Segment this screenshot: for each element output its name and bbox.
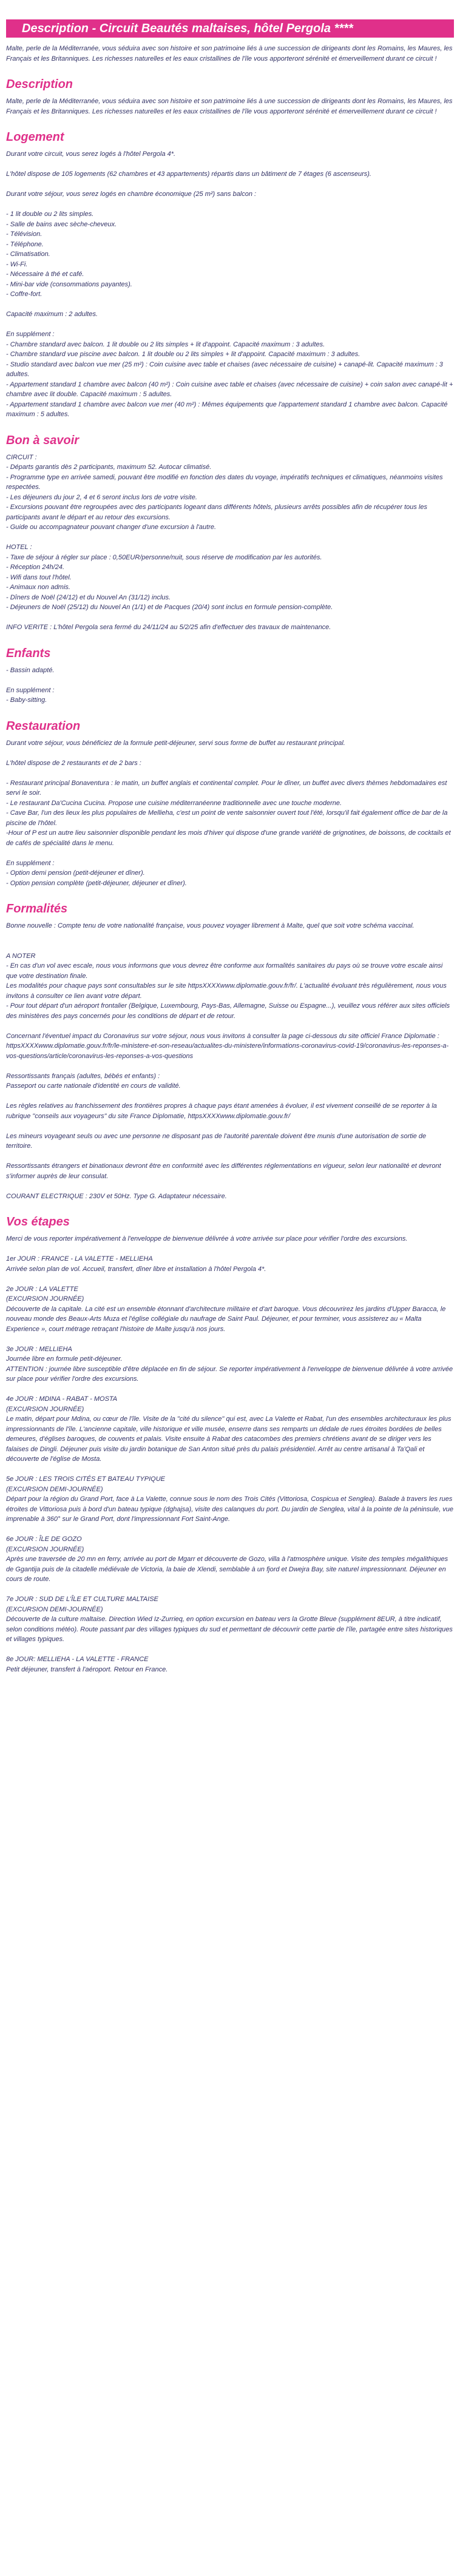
paragraph: - Chambre standard vue piscine avec balcon. 1 lit double ou 2 lits simples + lit d'appoint. Capacité maximum : 3 adultes. — [6, 351, 360, 358]
section-body — [6, 921, 454, 1201]
paragraph: - 1 lit double ou 2 lits simples. — [6, 211, 94, 218]
paragraph — [6, 1645, 454, 1655]
paragraph — [6, 160, 454, 170]
paragraph: - Option demi pension (petit-déjeuner et dîner). — [6, 869, 145, 877]
paragraph: - Guide ou accompagnateur pouvant changer d'une excursion à l'autre. — [6, 524, 217, 531]
paragraph: - Réception 24h/24. — [6, 564, 65, 571]
paragraph: - Coffre-fort. — [6, 291, 42, 298]
paragraph: Journée libre en formule petit-déjeuner. — [6, 1355, 123, 1363]
paragraph: Concernant l'éventuel impact du Coronavirus sur votre séjour, nous vous invitons à consulter la page ci-dessous du site officiel France Diplomatie : — [6, 1032, 439, 1040]
paragraph — [6, 1585, 454, 1595]
page-title-banner — [6, 19, 454, 38]
paragraph — [6, 941, 454, 951]
paragraph: - Climatisation. — [6, 251, 50, 258]
paragraph: Après une traversée de 20 mn en ferry, arrivée au port de Mgarr et découverte de Gozo, villa à l'atmosphère unique. Visite des temples mégalithiques de Ggantija puis de la citadelle médiévale de Victoria, la baie de Xlendi, semblable à un fjord et Dwejra Bay, site naturel impressionnant. Déjeuner en cours de route. — [6, 1556, 448, 1583]
paragraph: -Hour of P est un autre lieu saisonnier disponible pendant les mois d'hiver qui dispose d'une grande variété de grignotines, de boissons, de cocktails et de cafés de spécialité dans le menu. — [6, 829, 451, 847]
paragraph: - Départs garantis dès 2 participants, maximum 52. Autocar climatisé. — [6, 464, 212, 471]
paragraph: Ressortissants français (adultes, bébés et enfants) : — [6, 1072, 160, 1080]
section — [6, 130, 454, 420]
paragraph: - Téléphone. — [6, 240, 44, 248]
paragraph: - Mini-bar vide (consommations payantes). — [6, 280, 132, 288]
section — [6, 433, 454, 633]
paragraph: - Programme type en arrivée samedi, pouvant être modifié en fonction des dates du voyage, impératifs techniques et climatiques, néanmoins visites respectées. — [6, 473, 443, 491]
paragraph — [6, 200, 454, 210]
section-body — [6, 149, 454, 420]
paragraph: Passeport ou carte nationale d'identité en cours de validité. — [6, 1082, 181, 1090]
paragraph — [6, 533, 454, 543]
section-title: Formalités — [6, 902, 68, 915]
paragraph: Malte, perle de la Méditerranée, vous séduira avec son histoire et son patrimoine liés à une succession de dirigeants dont les Romains, les Maures, les Français et les Britanniques. Les richesses naturelles et les eaux cristallines de l'île vous apporteront sérénité et émerveillement durant ce circuit ! — [6, 98, 453, 115]
paragraph: httpsXXXXwww.diplomatie.gouv.fr/fr/le-ministere-et-son-reseau/actualites-du-ministere/informations-coronavirus-covid-19/coronavirus-les-reponses-a-vos-questions/article/coronavirus-les-reponses-a-vos-questions — [6, 1042, 449, 1060]
paragraph: - Option pension complète (petit-déjeuner, déjeuner et dîner). — [6, 879, 187, 887]
paragraph: Capacité maximum : 2 adultes. — [6, 311, 98, 318]
paragraph: COURANT ELECTRIQUE : 230V et 50Hz. Type G. Adaptateur nécessaire. — [6, 1192, 227, 1200]
paragraph: Découverte de la culture maltaise. Direction Wied Iz-Zurrieq, en option excursion en bateau vers la Grotte Bleue (supplément 8EUR, à titre indicatif, selon conditions météo). Route passant par des villages typiques du sud et permettant de découvrir cette partie de l'île, partagée entre sites historiques et villages typiques. — [6, 1616, 453, 1643]
section-title: Enfants — [6, 646, 51, 660]
paragraph: - Appartement standard 1 chambre avec balcon vue mer (40 m²) : Mêmes équipements que l'appartement standard 1 chambre avec balcon. Capacité maximum : 5 adultes. — [6, 400, 448, 418]
paragraph: - Chambre standard avec balcon. 1 lit double ou 2 lits simples + lit d'appoint. Capacité maximum : 3 adultes. — [6, 340, 325, 348]
paragraph — [6, 748, 454, 758]
paragraph — [6, 1244, 454, 1255]
section-body — [6, 1234, 454, 1674]
paragraph: 7e JOUR : SUD DE L'ÎLE ET CULTURE MALTAISE — [6, 1596, 158, 1603]
paragraph: Petit déjeuner, transfert à l'aéroport. Retour en France. — [6, 1665, 168, 1673]
paragraph: L'hôtel dispose de 2 restaurants et de 2 bars : — [6, 759, 141, 767]
section — [6, 719, 454, 889]
paragraph — [6, 1384, 454, 1395]
section-title: Description — [6, 78, 73, 91]
paragraph: - En cas d'un vol avec escale, nous vous informons que vous devrez être conforme aux formalités sanitaires du pays où se trouve votre escale ainsi que votre destination finale. — [6, 962, 443, 980]
paragraph — [6, 320, 454, 330]
paragraph — [6, 768, 454, 778]
paragraph: - Appartement standard 1 chambre avec balcon (40 m²) : Coin cuisine avec table et chaises (avec nécessaire de cuisine) + coin salon avec canapé-lit + chambre avec lit double. Capacité maximum : 5 adultes. — [6, 380, 453, 398]
paragraph: Durant votre circuit, vous serez logés à l'hôtel Pergola 4*. — [6, 150, 176, 158]
paragraph: - Excursions pouvant être regroupées avec des participants logeant dans différents hôtels, plusieurs arrêts possibles afin de récupérer tous les participants avant le départ et au retour des excursions. — [6, 504, 427, 521]
paragraph: - Dîners de Noël (24/12) et du Nouvel An (31/12) inclus. — [6, 593, 171, 601]
paragraph: CIRCUIT : — [6, 453, 37, 461]
intro-text: Malte, perle de la Méditerranée, vous séduira avec son histoire et son patrimoine liés à une succession de dirigeants dont les Romains, les Maures, les Français et les Britanniques. Les richesses naturelles et les eaux cristallines de l'île vous apporteront sérénité et émerveillement durant ce circuit ! — [6, 45, 453, 62]
paragraph — [6, 1021, 454, 1031]
paragraph: (EXCURSION JOURNÉE) — [6, 1405, 84, 1413]
paragraph: Les modalités pour chaque pays sont consultables sur le site httpsXXXXwww.diplomatie.gouv.fr/fr/. L'actualité évoluant très régulièrement, nous vous invitons à consulter ce lien avant votre départ. — [6, 982, 447, 1000]
paragraph: En supplément : — [6, 859, 55, 867]
paragraph: 3e JOUR : MELLIEHA — [6, 1345, 72, 1353]
paragraph: 5e JOUR : LES TROIS CITÉS ET BATEAU TYPIQUE — [6, 1475, 166, 1483]
paragraph — [6, 1274, 454, 1284]
paragraph: Merci de vous reporter impérativement à l'enveloppe de bienvenue délivrée à votre arrivée sur place pour vérifier l'ordre des excursions. — [6, 1235, 408, 1242]
paragraph: - Nécessaire à thé et café. — [6, 271, 84, 278]
paragraph: Les règles relatives au franchissement des frontières propres à chaque pays étant amenées à évoluer, il est vivement conseillé de se reporter à la rubrique "conseils aux voyageurs" du site France Diplomatie, httpsXXXXwww.diplomatie.gouv.fr/ — [6, 1102, 437, 1120]
paragraph: - Le restaurant Da'Cucina Cucina. Propose une cuisine méditerranéenne traditionnelle avec une touche moderne. — [6, 799, 342, 807]
paragraph: Découverte de la capitale. La cité est un ensemble étonnant d'architecture militaire et d'art baroque. Vous découvrirez les jardins d'Upper Baracca, le nouveau monde des Beaux-Arts Muza et l'église collégiale du naufrage de Saint Paul. Déjeuner, et pour terminer, vous assisterez au « Malta Experience », court métrage retraçant l'histoire de Malte jusqu'à nos jours. — [6, 1305, 446, 1333]
section — [6, 1215, 454, 1674]
section-title: Vos étapes — [6, 1215, 70, 1229]
paragraph: 4e JOUR : MDINA - RABAT - MOSTA — [6, 1395, 118, 1403]
section-body — [6, 96, 454, 116]
paragraph — [6, 300, 454, 310]
section-title: Logement — [6, 130, 64, 144]
paragraph: Durant votre séjour, vous bénéficiez de la formule petit-déjeuner, servi sous forme de buffet au restaurant principal. — [6, 739, 345, 747]
paragraph: - Wi-Fi. — [6, 260, 28, 268]
paragraph: - Pour tout départ d'un aéroport frontalier (Belgique, Luxembourg, Pays-Bas, Allemagne, Suisse ou Espagne...), veuillez vous référer aux sites officiels des ministères des pays concernés pour les conditions de départ et de retour. — [6, 1002, 450, 1020]
section-title: Bon à savoir — [6, 433, 79, 447]
paragraph: Ressortissants étrangers et binationaux devront être en conformité avec les différentes réglementations en vigueur, selon leur nationalité et devront s'informer auprès de leur consulat. — [6, 1162, 441, 1180]
paragraph: 6e JOUR : ÎLE DE GOZO — [6, 1536, 82, 1543]
paragraph: - Restaurant principal Bonaventura : le matin, un buffet anglais et continental complet. Pour le dîner, un buffet avec divers thèmes hebdomadaires est servi le soir. — [6, 779, 447, 797]
paragraph: - Déjeuners de Noël (25/12) du Nouvel An (1/1) et de Pacques (20/4) sont inclus en formule pension-complète. — [6, 604, 333, 611]
paragraph: En supplément : — [6, 686, 55, 694]
section-body — [6, 666, 454, 706]
paragraph: Durant votre séjour, vous serez logés en chambre économique (25 m²) sans balcon : — [6, 191, 257, 198]
paragraph — [6, 1151, 454, 1162]
paragraph: Arrivée selon plan de vol. Accueil, transfert, dîner libre et installation à l'hôtel Pergola 4*. — [6, 1265, 266, 1273]
paragraph: 2e JOUR : LA VALETTE — [6, 1285, 78, 1293]
paragraph — [6, 1465, 454, 1475]
page-title: Description - Circuit Beautés maltaises, hôtel Pergola **** — [22, 22, 353, 35]
paragraph — [6, 1061, 454, 1071]
paragraph: INFO VERITE : L'hôtel Pergola sera fermé du 24/11/24 au 5/2/25 afin d'effectuer des travaux de maintenance. — [6, 624, 331, 631]
paragraph — [6, 675, 454, 686]
paragraph — [6, 931, 454, 942]
paragraph — [6, 1091, 454, 1102]
paragraph — [6, 180, 454, 190]
paragraph: - Bassin adapté. — [6, 666, 55, 674]
paragraph: 1er JOUR : FRANCE - LA VALETTE - MELLIEHA — [6, 1255, 153, 1263]
paragraph: 8e JOUR: MELLIEHA - LA VALETTE - FRANCE — [6, 1656, 149, 1663]
paragraph — [6, 613, 454, 623]
paragraph — [6, 1121, 454, 1131]
section — [6, 77, 454, 116]
paragraph: - Salle de bains avec sèche-cheveux. — [6, 220, 117, 228]
section — [6, 646, 454, 706]
paragraph: - Les déjeuners du jour 2, 4 et 6 seront inclus lors de votre visite. — [6, 493, 197, 501]
paragraph — [6, 1181, 454, 1192]
section-title: Restauration — [6, 719, 81, 733]
paragraph: ATTENTION : journée libre susceptible d'être déplacée en fin de séjour. Se reporter impérativement à l'enveloppe de bienvenue délivrée à votre arrivée sur place pour vérifier l'ordre des excursions. — [6, 1365, 453, 1383]
paragraph: - Animaux non admis. — [6, 584, 70, 591]
paragraph: En supplément : — [6, 331, 55, 338]
paragraph: Départ pour la région du Grand Port, face à La Valette, connue sous le nom des Trois Cités (Vittoriosa, Cospicua et Senglea). Balade à travers les rues étroites de Vittoriosa puis à bord d'un bateau typique (dghajsa), visite des calanques du port. Du jardin de Senglea, vital à la pointe de la péninsule, vue imprenable à 360° sur le Grand Port, dont l'impressionnant Fort Saint-Ange. — [6, 1495, 453, 1523]
paragraph: A NOTER — [6, 952, 36, 960]
paragraph — [6, 1525, 454, 1535]
paragraph: - Wifi dans tout l'hôtel. — [6, 573, 72, 581]
paragraph: L'hôtel dispose de 105 logements (62 chambres et 43 appartements) répartis dans un bâtiment de 7 étages (6 ascenseurs). — [6, 170, 371, 178]
paragraph: - Baby-sitting. — [6, 696, 47, 704]
paragraph: Bonne nouvelle : Compte tenu de votre nationalité française, vous pouvez voyager librement à Malte, quel que soit votre schéma vaccinal. — [6, 922, 414, 929]
section-body — [6, 453, 454, 633]
sections-container — [6, 77, 454, 1674]
section-body — [6, 738, 454, 889]
paragraph: (EXCURSION JOURNÉE) — [6, 1545, 84, 1553]
paragraph — [6, 848, 454, 858]
paragraph: - Taxe de séjour à régler sur place : 0,50EUR/personne/nuit, sous réserve de modification par les autorités. — [6, 553, 322, 561]
paragraph: Les mineurs voyageant seuls ou avec une personne ne disposant pas de l'autorité parentale doivent être munis d'une autorisation de sortie de territoire. — [6, 1132, 427, 1150]
paragraph: - Télévision. — [6, 231, 42, 238]
section — [6, 902, 454, 1201]
paragraph: (EXCURSION DEMI-JOURNÉE) — [6, 1485, 103, 1493]
paragraph — [6, 1334, 454, 1344]
paragraph: - Cave Bar, l'un des lieux les plus populaires de Mellieha, c'est un point de vente saisonnier ouvert tout l'été, lorsqu'il fait également office de bar de la piscine de l'hôtel. — [6, 809, 448, 827]
paragraph: (EXCURSION JOURNÉE) — [6, 1295, 84, 1303]
paragraph: Le matin, départ pour Mdina, ou cœur de l'île. Visite de la "cité du silence" qui est, avec La Valette et Rabat, l'un des ensembles architecturaux les plus impressionnants de l'île. L'ancienne capitale, ville historique et ville musée, enserre dans ses remparts un dédale de rues étroites bordées de belles demeures, d'églises baroques, de couvents et palais. Visite ensuite à Rabat des catacombes des premiers chrétiens avant de se diriger vers les falaises de Dingli. Déjeuner puis visite du jardin botanique de San Anton situé près du palais présidentiel. Arrêt au centre artisanal à Ta'Qali et découverte de l'église de Mosta. — [6, 1415, 452, 1463]
paragraph: (EXCURSION DEMI-JOURNÉE) — [6, 1605, 103, 1613]
paragraph: HOTEL : — [6, 544, 32, 551]
paragraph: - Studio standard avec balcon vue mer (25 m²) : Coin cuisine avec table et chaises (avec nécessaire de cuisine) + canapé-lit. Capacité maximum : 3 adultes. — [6, 360, 443, 378]
